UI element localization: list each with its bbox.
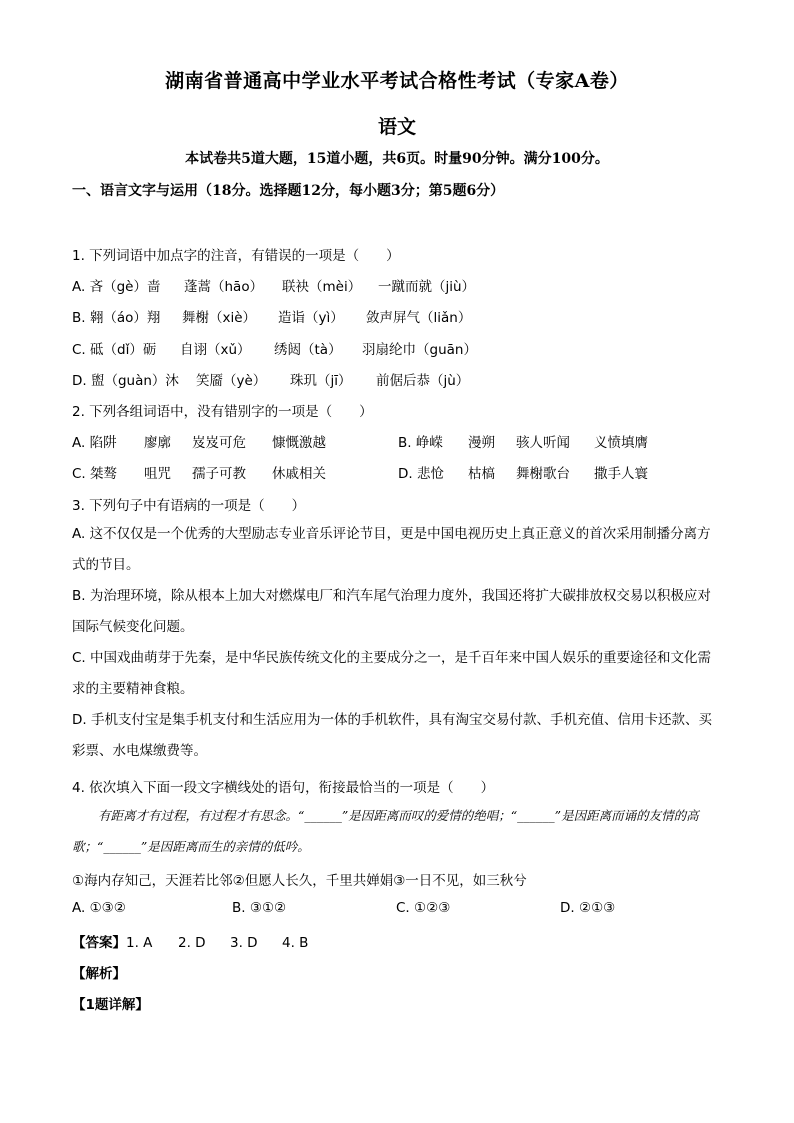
q1-option-c: C. 砥（dǐ）砺 自诩（xǔ） 绣闼（tà） 羽扇纶巾（guān） xyxy=(72,342,477,358)
q4-sentences: ①海内存知己，天涯若比邻②但愿人长久，千里共婵娟③一日不见，如三秋兮 xyxy=(72,873,527,889)
q1-stem: 1. 下列词语中加点字的注音，有错误的一项是（ ） xyxy=(72,248,400,264)
q2-row-1: A. 陷阱 廖廓 岌岌可危 慷慨激越 B. 峥嵘 漫朔 骇人听闻 义愤填膺 xyxy=(72,435,648,451)
q3-option-a: A. 这不仅仅是一个优秀的大型励志专业音乐评论节目，更是中国电视历史上真正意义的首次采用制播分离方式的节目。 xyxy=(72,526,711,573)
q4-options: A. ①③② B. ③①② C. ①②③ D. ②①③ xyxy=(72,900,616,916)
q1-option-a: A. 吝（gè）啬 蓬蒿（hāo） 联袂（mèi） 一蹴而就（jiù） xyxy=(72,279,476,295)
q3-option-b: B. 为治理环境，除从根本上加大对燃煤电厂和汽车尾气治理力度外，我国还将扩大碳排放权交易以积极应对国际气候变化问题。 xyxy=(72,588,711,635)
analysis-label: 【解析】 xyxy=(72,966,126,982)
q1-option-b: B. 翱（áo）翔 舞榭（xiè） 造诣（yì） 敛声屏气（liǎn） xyxy=(72,310,472,326)
q1-option-d: D. 盥（guàn）沐 笑靥（yè） 珠玑（jī） 前倨后恭（jù） xyxy=(72,373,470,389)
answer-line: 【答案】1. A 2. D 3. D 4. B xyxy=(72,931,308,951)
subject-title: 语文 xyxy=(377,116,416,138)
q4-stem: 4. 依次填入下面一段文字横线处的语句，衔接最恰当的一项是（ ） xyxy=(72,780,495,796)
detail-label: 【1题详解】 xyxy=(72,997,149,1013)
section-heading: 一、语言文字与运用（18分。选择题12分，每小题3分；第5题6分） xyxy=(72,183,505,199)
q2-row-2: C. 桀骜 咀咒 孺子可教 休戚相关 D. 悲怆 枯槁 舞榭歌台 撒手人寰 xyxy=(72,466,648,482)
q3-stem: 3. 下列句子中有语病的一项是（ ） xyxy=(72,498,306,514)
exam-info: 本试卷共5道大题，15道小题，共6页。时量90分钟。满分100分。 xyxy=(185,151,609,167)
q3-option-d: D. 手机支付宝是集手机支付和生活应用为一体的手机软件，具有淘宝交易付款、手机充值、信用卡还款、买彩票、水电煤缴费等。 xyxy=(72,712,712,759)
q3-option-c: C. 中国戏曲萌芽于先秦，是中华民族传统文化的主要成分之一，是千百年来中国人娱乐的重要途径和文化需求的主要精神食粮。 xyxy=(72,650,712,697)
page-title: 湖南省普通高中学业水平考试合格性考试（专家A卷） xyxy=(165,70,629,92)
answer-label: 【答案】 xyxy=(72,935,126,951)
q2-stem: 2. 下列各组词语中，没有错别字的一项是（ ） xyxy=(72,404,373,420)
q4-passage: 有距离才有过程，有过程才有思念。“______”是因距离而叹的爱情的绝唱；“______”是因距离而诵的友情的高歌；“______”是因距离而生的亲情的低吟。 xyxy=(72,808,699,854)
